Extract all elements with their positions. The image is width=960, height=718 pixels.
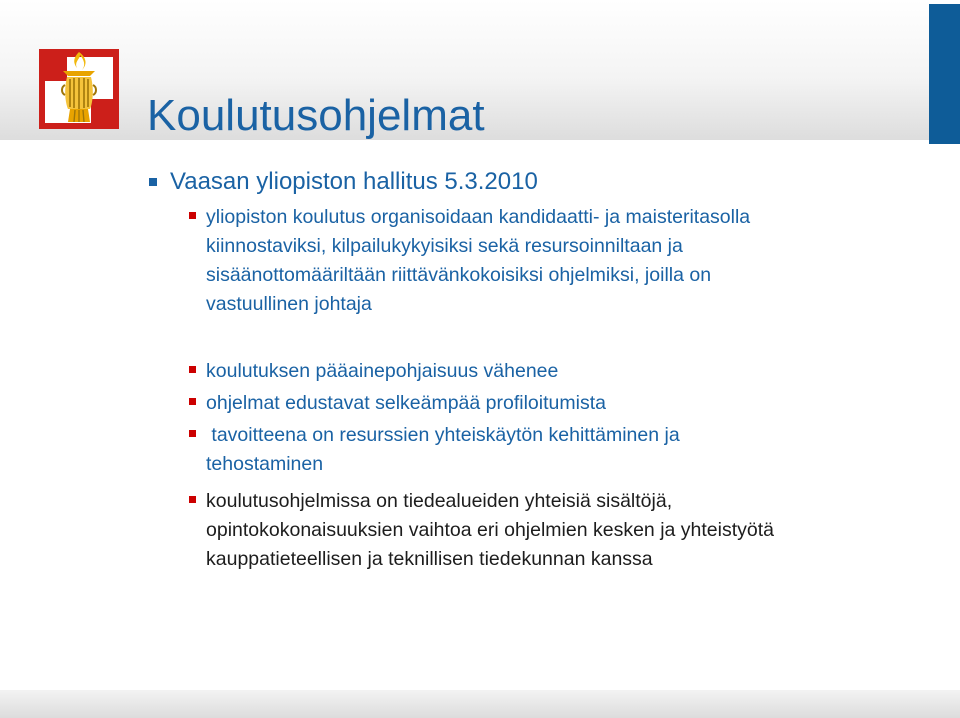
bullet-square-icon [189, 398, 196, 405]
bullet-square-icon [189, 430, 196, 437]
block3-line: kauppatieteellisen ja teknillisen tiedekunnan kanssa [206, 548, 653, 570]
block2-item-line: koulutuksen pääainepohjaisuus vähenee [206, 360, 559, 382]
bullet-square-icon [189, 212, 196, 219]
block1-line: kiinnostaviksi, kilpailukykyisiksi sekä resursoinniltaan ja [206, 235, 683, 257]
block1-line: vastuullinen johtaja [206, 293, 372, 315]
bullet-square-icon [189, 366, 196, 373]
block2-item-line: tehostaminen [206, 453, 324, 475]
block3-line: opintokokonaisuuksien vaihtoa eri ohjelmien kesken ja yhteistyötä [206, 519, 775, 541]
university-torch-logo-icon [39, 49, 119, 129]
block2-item-line: ohjelmat edustavat selkeämpää profiloitumista [206, 392, 606, 414]
block3-line: koulutusohjelmissa on tiedealueiden yhteisiä sisältöjä, [206, 490, 673, 512]
accent-tab [929, 4, 960, 144]
block1-line: sisäänottomääriltään riittävänkokoisiksi ohjelmiksi, joilla on [206, 264, 712, 286]
footer-bar [0, 690, 960, 718]
block1-line: yliopiston koulutus organisoidaan kandidaatti- ja maisteritasolla [206, 206, 751, 228]
bullet-square-icon [149, 178, 157, 186]
level1-bullet-text: Vaasan yliopiston hallitus 5.3.2010 [170, 168, 538, 195]
block2-item-line: tavoitteena on resurssien yhteiskäytön kehittäminen ja [206, 424, 680, 446]
slide-title: Koulutusohjelmat [147, 91, 485, 140]
bullet-square-icon [189, 496, 196, 503]
